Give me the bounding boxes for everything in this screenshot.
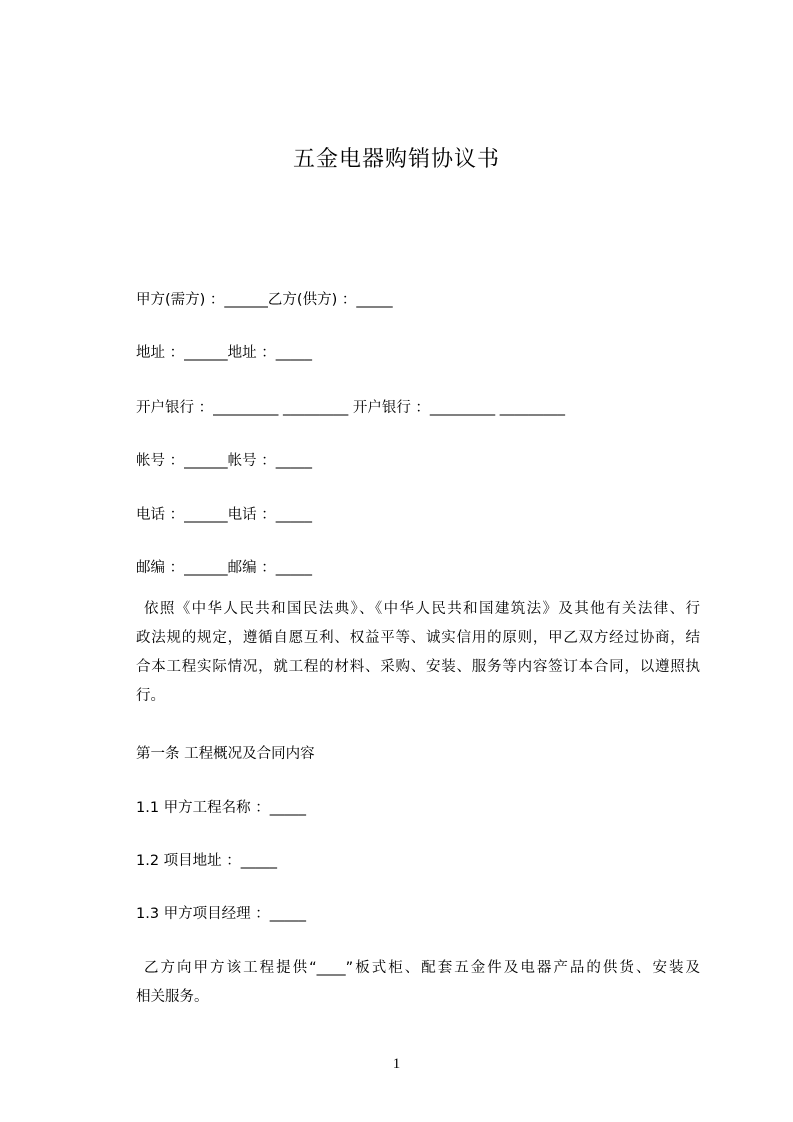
bank-line: 开户银行 ：_________ _________ 开户银行 ：_________ _________ xyxy=(136,400,566,416)
preamble-line: 依照《中华人民共和国民法典》、《中华人民共和国建筑法》及其他有关法律、行 xyxy=(144,601,700,617)
document-title: 五金电器购销协议书 xyxy=(292,147,500,172)
article-item: 1.1 甲方工程名称 ：_____ xyxy=(136,800,307,816)
article-heading: 第一条 工程概况及合同内容 xyxy=(136,746,315,762)
account-line: 帐号 ：______帐号 ：_____ xyxy=(136,453,312,469)
preamble-line: 合本工程实际情况，就工程的材料、采购、安装、服务等内容签订本合同，以遵照执 xyxy=(136,659,700,675)
party-names-line: 甲方(需方) ：______乙方(供方) ：_____ xyxy=(136,292,393,308)
preamble-line: 行。 xyxy=(136,688,165,704)
article-content-line: 乙方向甲方该工程提供“____”板式柜、配套五金件及电器产品的供货、安装及 xyxy=(144,960,700,976)
preamble-line: 政法规的规定，遵循自愿互利、权益平等、诚实信用的原则，甲乙双方经过协商，结 xyxy=(136,630,700,646)
page-number: 1 xyxy=(392,1056,401,1072)
article-item: 1.2 项目地址 ：_____ xyxy=(136,853,278,869)
postcode-line: 邮编 ：______邮编 ：_____ xyxy=(136,560,312,576)
address-line: 地址 ：______地址 ：_____ xyxy=(136,345,312,361)
article-item: 1.3 甲方项目经理 ：_____ xyxy=(136,906,307,922)
article-content-line: 相关服务。 xyxy=(136,989,209,1005)
phone-line: 电话 ：______电话 ：_____ xyxy=(136,507,312,523)
